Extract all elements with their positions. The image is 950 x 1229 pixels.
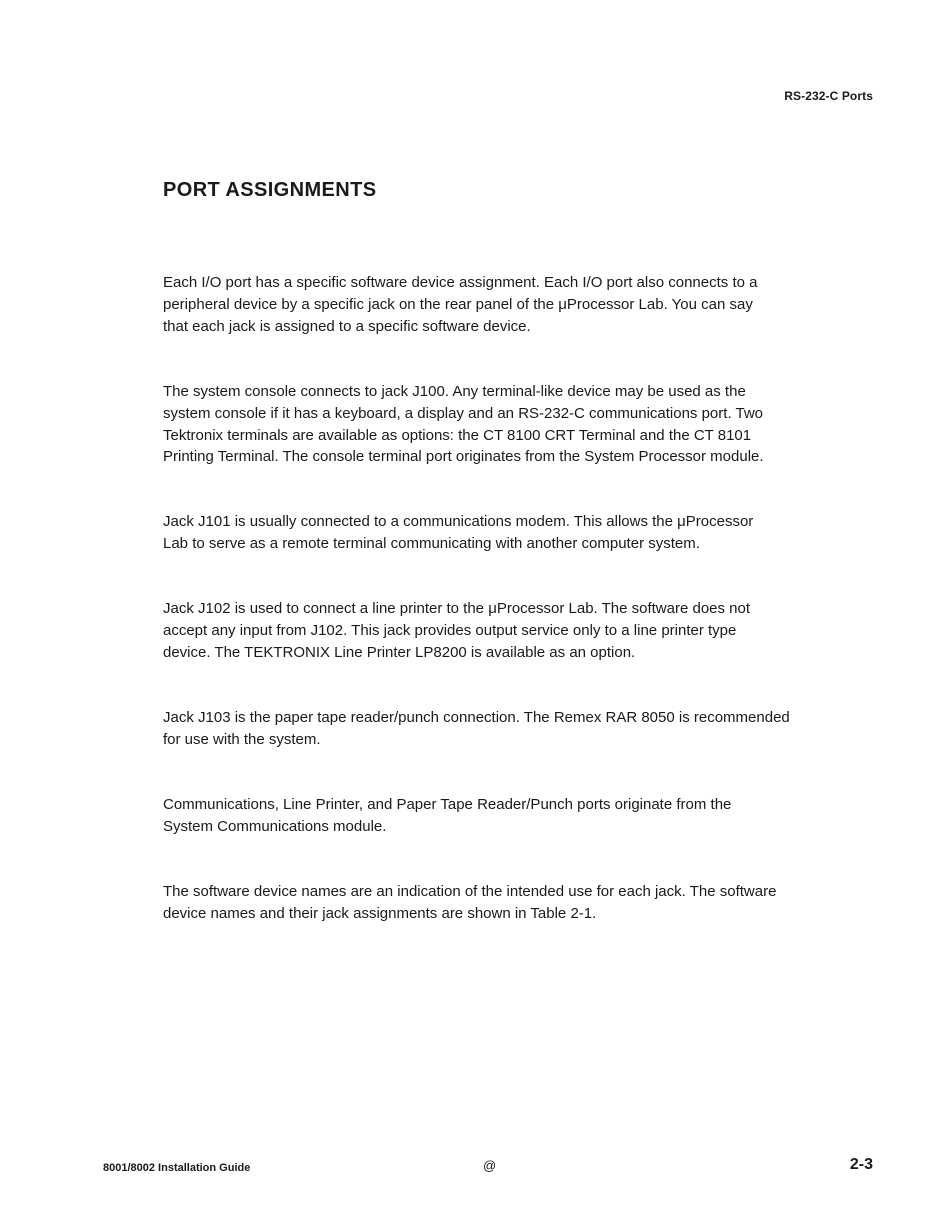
text-line: Tektronix terminals are available as options: the CT 8100 CRT Terminal and the CT 8101 bbox=[163, 426, 752, 444]
paragraph-port-assignment bbox=[163, 272, 853, 337]
text-line: Communications, Line Printer, and Paper Tape Reader/Punch ports originate from the bbox=[163, 796, 732, 813]
text-line: for use with the system. bbox=[163, 730, 321, 748]
paragraph-device-names bbox=[163, 881, 853, 925]
paragraph-ports-origin bbox=[163, 794, 853, 838]
page-number: 2-3 bbox=[849, 1156, 873, 1173]
footer-manual-title: 8001/8002 Installation Guide bbox=[103, 1162, 251, 1174]
text-line: Printing Terminal. The console terminal port originates from the System Processor module. bbox=[163, 448, 764, 466]
text-line: peripheral device by a specific jack on the rear panel of the μProcessor Lab. You can say bbox=[163, 295, 753, 313]
paragraph-jack-j102 bbox=[163, 598, 853, 663]
text-line: system console if it has a keyboard, a display and an RS-232-C communications port. Two bbox=[163, 404, 764, 422]
text-line: Jack J103 is the paper tape reader/punch connection. The Remex RAR 8050 is recommended bbox=[163, 709, 790, 726]
section-title: PORT ASSIGNMENTS bbox=[163, 179, 377, 201]
text-line: accept any input from J102. This jack provides output service only to a line printer type bbox=[163, 621, 737, 639]
paragraph-jack-j103 bbox=[163, 707, 853, 751]
footer-center-mark: @ bbox=[483, 1158, 497, 1173]
text-line: that each jack is assigned to a specific software device. bbox=[163, 317, 531, 335]
text-line: Each I/O port has a specific software device assignment. Each I/O port also connects to a bbox=[163, 274, 758, 291]
paragraph-jack-j101 bbox=[163, 511, 853, 555]
running-header: RS-232-C Ports bbox=[784, 89, 873, 103]
text-line: Jack J101 is usually connected to a communications modem. This allows the μProcessor bbox=[163, 513, 754, 530]
text-line: device. The TEKTRONIX Line Printer LP8200 is available as an option. bbox=[163, 643, 636, 661]
paragraph-system-console bbox=[163, 381, 853, 468]
text-line: Lab to serve as a remote terminal communicating with another computer system. bbox=[163, 534, 700, 552]
text-line: System Communications module. bbox=[163, 817, 387, 835]
text-line: The software device names are an indication of the intended use for each jack. The software bbox=[163, 883, 777, 900]
text-line: Jack J102 is used to connect a line printer to the μProcessor Lab. The software does not bbox=[163, 600, 751, 617]
text-line: The system console connects to jack J100. Any terminal-like device may be used as the bbox=[163, 383, 746, 400]
text-line: device names and their jack assignments are shown in Table 2-1. bbox=[163, 904, 597, 922]
